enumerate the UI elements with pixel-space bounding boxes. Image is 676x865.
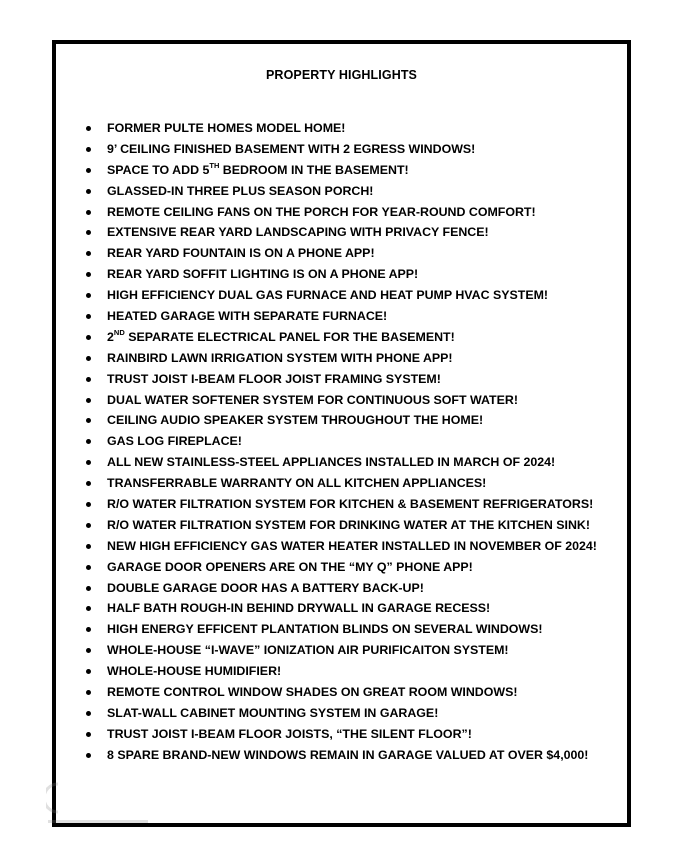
- list-item: [84, 682, 597, 703]
- bullet-icon: [86, 210, 91, 215]
- bullet-icon: [86, 586, 91, 591]
- list-item: [84, 264, 597, 285]
- list-item-text: HIGH EFFICIENCY DUAL GAS FURNACE AND HEAT PUMP HVAC SYSTEM!: [107, 288, 549, 303]
- list-item: [84, 452, 597, 473]
- bullet-icon: [86, 293, 91, 298]
- list-item: [84, 578, 597, 599]
- list-item: [84, 327, 597, 348]
- bullet-icon: [86, 230, 91, 235]
- list-item-text: REMOTE CEILING FANS ON THE PORCH FOR YEAR-ROUND COMFORT!: [107, 204, 536, 219]
- list-item-text: TRUST JOIST I-BEAM FLOOR JOIST FRAMING SYSTEM!: [107, 371, 441, 386]
- list-item-text: EXTENSIVE REAR YARD LANDSCAPING WITH PRIVACY FENCE!: [107, 225, 489, 240]
- list-item: [84, 494, 597, 515]
- bullet-icon: [86, 251, 91, 256]
- page-title: PROPERTY HIGHLIGHTS: [266, 68, 417, 82]
- list-item-text: GARAGE DOOR OPENERS ARE ON THE “MY Q” PHONE APP!: [107, 559, 473, 574]
- bullet-icon: [86, 732, 91, 737]
- list-item: [84, 160, 597, 181]
- list-item-text: REMOTE CONTROL WINDOW SHADES ON GREAT ROOM WINDOWS!: [107, 685, 518, 700]
- bullet-icon: [86, 481, 91, 486]
- list-item-text: WHOLE-HOUSE “I-WAVE” IONIZATION AIR PURIFICAITON SYSTEM!: [107, 643, 509, 658]
- bullet-icon: [86, 690, 91, 695]
- list-item: [84, 473, 597, 494]
- list-item: [84, 557, 597, 578]
- list-item: [84, 640, 597, 661]
- ordinal-suffix: TH: [209, 160, 220, 170]
- bullet-icon: [86, 627, 91, 632]
- list-item-text: REAR YARD SOFFIT LIGHTING IS ON A PHONE APP!: [107, 267, 419, 282]
- list-item: [84, 619, 597, 640]
- list-item-text: 2: [107, 329, 114, 344]
- list-item-text: SEPARATE ELECTRICAL PANEL FOR THE BASEMENT!: [124, 329, 455, 344]
- list-item: [84, 703, 597, 724]
- list-item: [84, 243, 597, 264]
- bullet-icon: [86, 439, 91, 444]
- bullet-icon: [86, 314, 91, 319]
- list-item: [84, 222, 597, 243]
- list-item: [84, 118, 597, 139]
- list-item: [84, 306, 597, 327]
- list-item: [84, 348, 597, 369]
- bullet-icon: [86, 565, 91, 570]
- bullet-icon: [86, 356, 91, 361]
- bullet-icon: [86, 523, 91, 528]
- list-item-text: DOUBLE GARAGE DOOR HAS A BATTERY BACK-UP!: [107, 580, 424, 595]
- bullet-icon: [86, 418, 91, 423]
- list-item-text: SLAT-WALL CABINET MOUNTING SYSTEM IN GARAGE!: [107, 705, 439, 720]
- list-item: [84, 515, 597, 536]
- bullet-icon: [86, 377, 91, 382]
- list-item: [84, 369, 597, 390]
- bullet-icon: [86, 502, 91, 507]
- list-item-text: REAR YARD FOUNTAIN IS ON A PHONE APP!: [107, 246, 375, 261]
- list-item-text: HEATED GARAGE WITH SEPARATE FURNACE!: [107, 309, 388, 324]
- list-item: [84, 181, 597, 202]
- list-item-text: GLASSED-IN THREE PLUS SEASON PORCH!: [107, 183, 374, 198]
- bullet-icon: [86, 753, 91, 758]
- list-item: [84, 390, 597, 411]
- list-item: [84, 724, 597, 745]
- bullet-icon: [86, 189, 91, 194]
- bullet-icon: [86, 168, 91, 173]
- watermark-logo: [46, 780, 156, 830]
- bullet-icon: [86, 711, 91, 716]
- list-item-text: FORMER PULTE HOMES MODEL HOME!: [107, 121, 346, 135]
- list-item-text: TRUST JOIST I-BEAM FLOOR JOISTS, “THE SILENT FLOOR”!: [107, 726, 472, 741]
- list-item-text: R/O WATER FILTRATION SYSTEM FOR DRINKING WATER AT THE KITCHEN SINK!: [107, 517, 590, 532]
- list-item: [84, 410, 597, 431]
- bullet-icon: [86, 606, 91, 611]
- list-item: [84, 431, 597, 452]
- list-item: [84, 536, 597, 557]
- bullet-icon: [86, 398, 91, 403]
- list-item-text: NEW HIGH EFFICIENCY GAS WATER HEATER INSTALLED IN NOVEMBER OF 2024!: [107, 538, 597, 553]
- list-item-text: 9’ CEILING FINISHED BASEMENT WITH 2 EGRESS WINDOWS!: [107, 141, 476, 156]
- bullet-icon: [86, 147, 91, 152]
- bullet-icon: [86, 648, 91, 653]
- list-item-text: RAINBIRD LAWN IRRIGATION SYSTEM WITH PHONE APP!: [107, 350, 453, 365]
- bullet-icon: [86, 544, 91, 549]
- list-item-text: WHOLE-HOUSE HUMIDIFIER!: [107, 664, 282, 679]
- list-item-text: DUAL WATER SOFTENER SYSTEM FOR CONTINUOUS SOFT WATER!: [107, 392, 518, 407]
- bullet-icon: [86, 335, 91, 340]
- bullet-icon: [86, 669, 91, 674]
- list-item-text: HALF BATH ROUGH-IN BEHIND DRYWALL IN GARAGE RECESS!: [107, 601, 491, 616]
- list-item: [84, 285, 597, 306]
- list-item-text: R/O WATER FILTRATION SYSTEM FOR KITCHEN & BASEMENT REFRIGERATORS!: [107, 497, 594, 512]
- bullet-icon: [86, 272, 91, 277]
- list-item-text: ALL NEW STAINLESS-STEEL APPLIANCES INSTALLED IN MARCH OF 2024!: [107, 455, 556, 470]
- list-item-text: GAS LOG FIREPLACE!: [107, 434, 242, 449]
- list-item-text: 8 SPARE BRAND-NEW WINDOWS REMAIN IN GARAGE VALUED AT OVER $4,000!: [107, 747, 589, 762]
- list-item-text: SPACE TO ADD 5: [107, 162, 210, 177]
- list-item: [84, 139, 597, 160]
- list-item-text: CEILING AUDIO SPEAKER SYSTEM THROUGHOUT THE HOME!: [107, 413, 484, 428]
- document-frame: [52, 40, 631, 827]
- list-item: [84, 745, 597, 766]
- highlights-list: [84, 118, 597, 766]
- list-item: [84, 661, 597, 682]
- bullet-icon: [86, 460, 91, 465]
- ordinal-suffix: ND: [113, 327, 125, 337]
- list-item-text: BEDROOM IN THE BASEMENT!: [219, 162, 409, 177]
- list-item: [84, 202, 597, 223]
- list-item: [84, 598, 597, 619]
- bullet-icon: [86, 126, 91, 131]
- list-item-text: TRANSFERRABLE WARRANTY ON ALL KITCHEN APPLIANCES!: [107, 476, 487, 491]
- list-item-text: HIGH ENERGY EFFICENT PLANTATION BLINDS ON SEVERAL WINDOWS!: [107, 622, 543, 637]
